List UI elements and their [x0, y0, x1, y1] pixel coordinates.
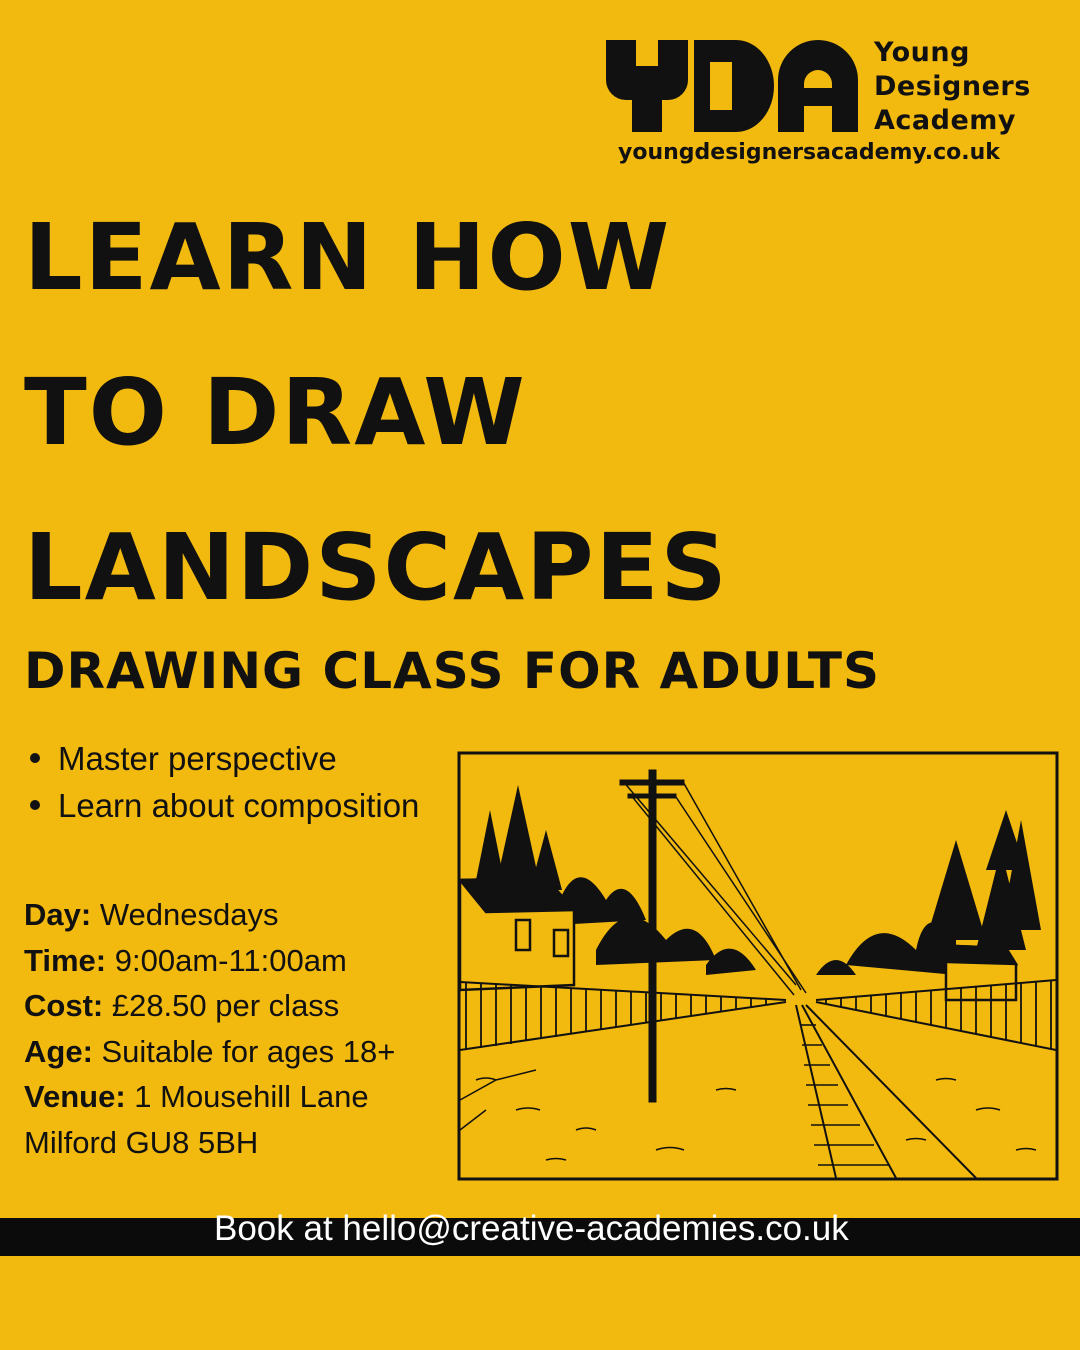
brand-word: Academy — [874, 105, 1016, 136]
subheading: DRAWING CLASS FOR ADULTS — [24, 642, 881, 700]
detail-row-time — [24, 938, 454, 984]
title-line: LANDSCAPES — [24, 514, 729, 621]
bullet-icon — [30, 753, 40, 763]
list-item — [24, 735, 444, 782]
brand-name — [874, 36, 1031, 138]
detail-value: Wednesdays — [91, 897, 279, 932]
detail-value: Milford GU8 5BH — [24, 1124, 259, 1160]
detail-label: Cost: — [24, 988, 104, 1023]
class-details — [24, 892, 454, 1165]
brand-word: Young — [874, 37, 970, 68]
landscape-illustration — [456, 750, 1060, 1182]
list-item-text: Master perspective — [58, 740, 337, 777]
brand-word: Designers — [874, 71, 1031, 102]
feature-list — [24, 735, 444, 829]
detail-row-day — [24, 892, 454, 938]
detail-row-venue-line2 — [24, 1120, 454, 1166]
page-title — [24, 180, 729, 645]
detail-value: £28.50 per class — [103, 988, 340, 1023]
title-line: TO DRAW — [24, 359, 527, 466]
detail-row-cost — [24, 983, 454, 1029]
detail-label: Age: — [24, 1033, 93, 1069]
detail-value: 9:00am-11:00am — [106, 942, 347, 978]
detail-label: Time: — [24, 942, 107, 978]
bullet-icon — [30, 800, 40, 810]
title-line: LEARN HOW — [24, 204, 672, 311]
list-item-text: Learn about composition — [58, 787, 420, 824]
detail-label: Day: — [24, 897, 92, 932]
detail-value: Suitable for ages 18+ — [92, 1033, 396, 1069]
brand-logo — [606, 36, 1046, 176]
booking-email-link[interactable]: Book at hello@creative-academies.co.uk — [214, 1209, 849, 1248]
detail-row-age — [24, 1029, 454, 1075]
detail-label: Venue: — [24, 1079, 126, 1114]
yda-logo-icon — [606, 40, 858, 132]
list-item — [24, 782, 444, 829]
detail-value: 1 Mousehill Lane — [125, 1079, 369, 1114]
brand-url[interactable]: youngdesignersacademy.co.uk — [618, 140, 1000, 165]
detail-row-venue — [24, 1074, 454, 1120]
